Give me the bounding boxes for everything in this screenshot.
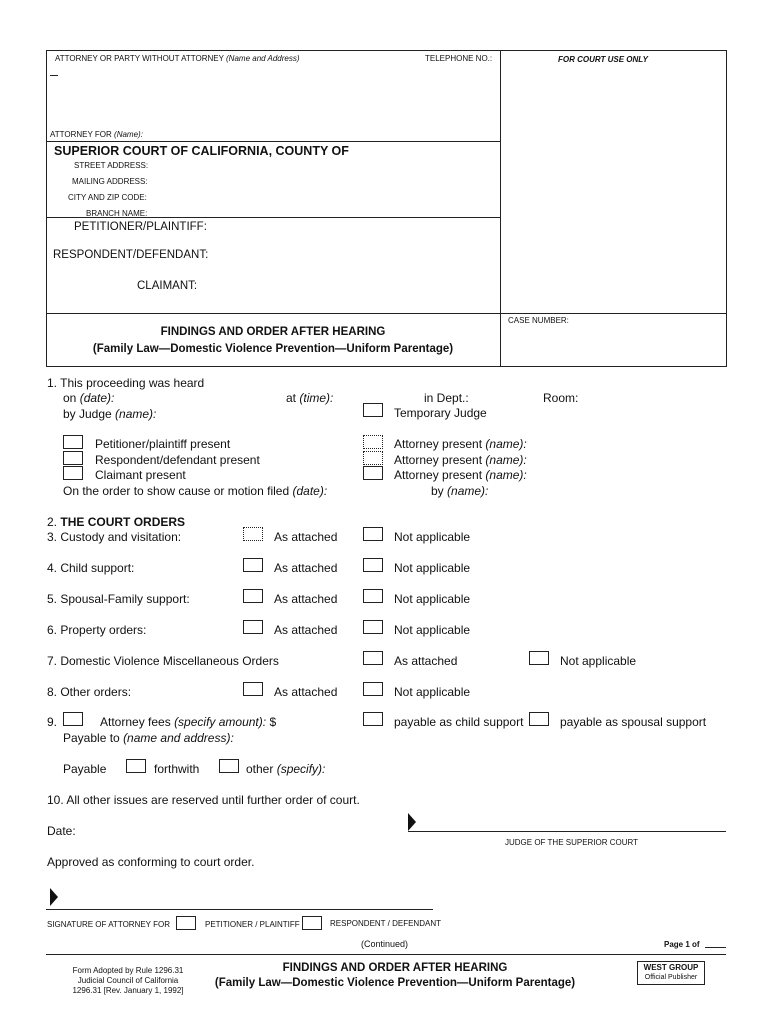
spousal-as-attached-label: As attached <box>274 592 338 606</box>
attorney-present-label-2: Attorney present (name): <box>394 453 527 467</box>
other-orders-label: 8. Other orders: <box>47 685 132 699</box>
child-support-not-applicable-checkbox[interactable] <box>363 558 383 572</box>
petitioner-plaintiff-checkbox[interactable] <box>176 916 196 930</box>
city-label: CITY AND ZIP CODE: <box>68 193 147 202</box>
property-as-attached-checkbox[interactable] <box>243 620 263 634</box>
petitioner-present-checkbox[interactable] <box>63 435 83 449</box>
item1-on-date: on (date): <box>63 391 115 405</box>
footer-title: FINDINGS AND ORDER AFTER HEARING <box>282 962 508 974</box>
judge-signature-arrow-icon <box>408 813 416 831</box>
payable-label: Payable <box>63 762 107 776</box>
child-support-as-attached-label: As attached <box>274 561 338 575</box>
forthwith-label: forthwith <box>154 762 200 776</box>
item1-judge: by Judge (name): <box>63 407 157 421</box>
claimant-label: CLAIMANT: <box>137 280 198 292</box>
street-label: STREET ADDRESS: <box>74 161 149 170</box>
other-as-attached-checkbox[interactable] <box>243 682 263 696</box>
form-subtitle: (Family Law—Domestic Violence Prevention—Uniform Parentage) <box>92 343 454 355</box>
publisher-sub: Official Publisher <box>644 974 698 981</box>
mailing-label: MAILING ADDRESS: <box>72 177 148 186</box>
attorney-present-checkbox-2[interactable] <box>363 451 383 465</box>
court-use-label: FOR COURT USE ONLY <box>558 55 648 64</box>
attorney-present-label-3: Attorney present (name): <box>394 468 527 482</box>
item1-dept: in Dept.: <box>424 391 469 405</box>
publisher-name: WEST GROUP <box>643 963 699 972</box>
date-label: Date: <box>47 824 76 838</box>
branch-label: BRANCH NAME: <box>86 209 148 218</box>
approved-label: Approved as conforming to court order. <box>47 855 255 869</box>
spousal-support-payable-checkbox[interactable] <box>529 712 549 726</box>
attorney-signature-line[interactable] <box>46 909 433 910</box>
signature-attorney-for-label: SIGNATURE OF ATTORNEY FOR <box>47 920 170 929</box>
temporary-judge-checkbox[interactable] <box>363 403 383 417</box>
petitioner-plaintiff-label: PETITIONER / PLAINTIFF <box>205 920 300 929</box>
property-not-applicable-checkbox[interactable] <box>363 620 383 634</box>
item1-heard: 1. This proceeding was heard <box>47 376 205 390</box>
claimant-present-checkbox[interactable] <box>63 466 83 480</box>
temporary-judge-label: Temporary Judge <box>394 406 487 420</box>
respondent-defendant-checkbox[interactable] <box>302 916 322 930</box>
respondent-defendant-label: RESPONDENT / DEFENDANT <box>330 919 441 928</box>
other-not-applicable-label: Not applicable <box>394 685 471 699</box>
custody-not-applicable-label: Not applicable <box>394 530 471 544</box>
attorney-signature-arrow-icon <box>50 888 58 906</box>
custody-label: 3. Custody and visitation: <box>47 530 182 544</box>
continued-label: (Continued) <box>361 939 409 949</box>
attorney-label: ATTORNEY OR PARTY WITHOUT ATTORNEY (Name and Address) <box>55 54 300 63</box>
child-support-payable-label: payable as child support <box>394 715 524 729</box>
reserved-issues: 10. All other issues are reserved until further order of court. <box>47 793 360 807</box>
child-support-payable-checkbox[interactable] <box>363 712 383 726</box>
attorney-fees-label: Attorney fees (specify amount): $ <box>100 715 277 729</box>
property-not-applicable-label: Not applicable <box>394 623 471 637</box>
dv-as-attached-checkbox[interactable] <box>363 651 383 665</box>
respondent-label: RESPONDENT/DEFENDANT: <box>53 249 209 261</box>
osc-by-label: by (name): <box>431 484 489 498</box>
spousal-not-applicable-label: Not applicable <box>394 592 471 606</box>
claimant-present-label: Claimant present <box>95 468 186 482</box>
spousal-support-payable-label: payable as spousal support <box>560 715 707 729</box>
petitioner-present-label: Petitioner/plaintiff present <box>95 437 231 451</box>
attorney-for-label: ATTORNEY FOR (Name): <box>50 130 143 139</box>
attorney-present-checkbox-3[interactable] <box>363 466 383 480</box>
property-as-attached-label: As attached <box>274 623 338 637</box>
court-title: SUPERIOR COURT OF CALIFORNIA, COUNTY OF <box>54 144 349 158</box>
payable-to-label: Payable to (name and address): <box>63 731 234 745</box>
child-support-not-applicable-label: Not applicable <box>394 561 471 575</box>
spousal-support-label: 5. Spousal-Family support: <box>47 592 190 606</box>
form-title: FINDINGS AND ORDER AFTER HEARING <box>160 326 386 338</box>
custody-as-attached-label: As attached <box>274 530 338 544</box>
dv-misc-label: 7. Domestic Violence Miscellaneous Orders <box>47 654 279 668</box>
case-number-label: CASE NUMBER: <box>508 316 569 325</box>
page-number: Page 1 of <box>664 940 700 949</box>
dv-not-applicable-label: Not applicable <box>560 654 637 668</box>
adopted-line-2: Judicial Council of California <box>77 976 179 985</box>
other-as-attached-label: As attached <box>274 685 338 699</box>
custody-as-attached-checkbox[interactable] <box>243 527 263 541</box>
forthwith-checkbox[interactable] <box>126 759 146 773</box>
attorney-present-label-1: Attorney present (name): <box>394 437 527 451</box>
other-not-applicable-checkbox[interactable] <box>363 682 383 696</box>
osc-label: On the order to show cause or motion filed (date): <box>63 484 328 498</box>
dv-as-attached-label: As attached <box>394 654 458 668</box>
judge-signature-line[interactable] <box>408 831 726 832</box>
attorney-present-checkbox-1[interactable] <box>363 435 383 449</box>
respondent-present-checkbox[interactable] <box>63 451 83 465</box>
spousal-as-attached-checkbox[interactable] <box>243 589 263 603</box>
dv-not-applicable-checkbox[interactable] <box>529 651 549 665</box>
item9-number: 9. <box>47 715 58 729</box>
child-support-label: 4. Child support: <box>47 561 135 575</box>
custody-not-applicable-checkbox[interactable] <box>363 527 383 541</box>
adopted-line-3: 1296.31 [Rev. January 1, 1992] <box>72 986 184 995</box>
spousal-not-applicable-checkbox[interactable] <box>363 589 383 603</box>
petitioner-label: PETITIONER/PLAINTIFF: <box>74 221 207 233</box>
property-orders-label: 6. Property orders: <box>47 623 147 637</box>
telephone-label: TELEPHONE NO.: <box>425 54 493 63</box>
respondent-present-label: Respondent/defendant present <box>95 453 260 467</box>
item1-at-time: at (time): <box>286 391 334 405</box>
court-orders-heading: 2. THE COURT ORDERS <box>47 515 186 529</box>
adopted-line-1: Form Adopted by Rule 1296.31 <box>72 966 184 975</box>
other-specify-label: other (specify): <box>246 762 326 776</box>
item1-room: Room: <box>543 391 579 405</box>
judge-label: JUDGE OF THE SUPERIOR COURT <box>505 838 639 847</box>
footer-subtitle: (Family Law—Domestic Violence Prevention—Uniform Parentage) <box>214 977 576 989</box>
attorney-fees-checkbox[interactable] <box>63 712 83 726</box>
other-payable-checkbox[interactable] <box>219 759 239 773</box>
child-support-as-attached-checkbox[interactable] <box>243 558 263 572</box>
